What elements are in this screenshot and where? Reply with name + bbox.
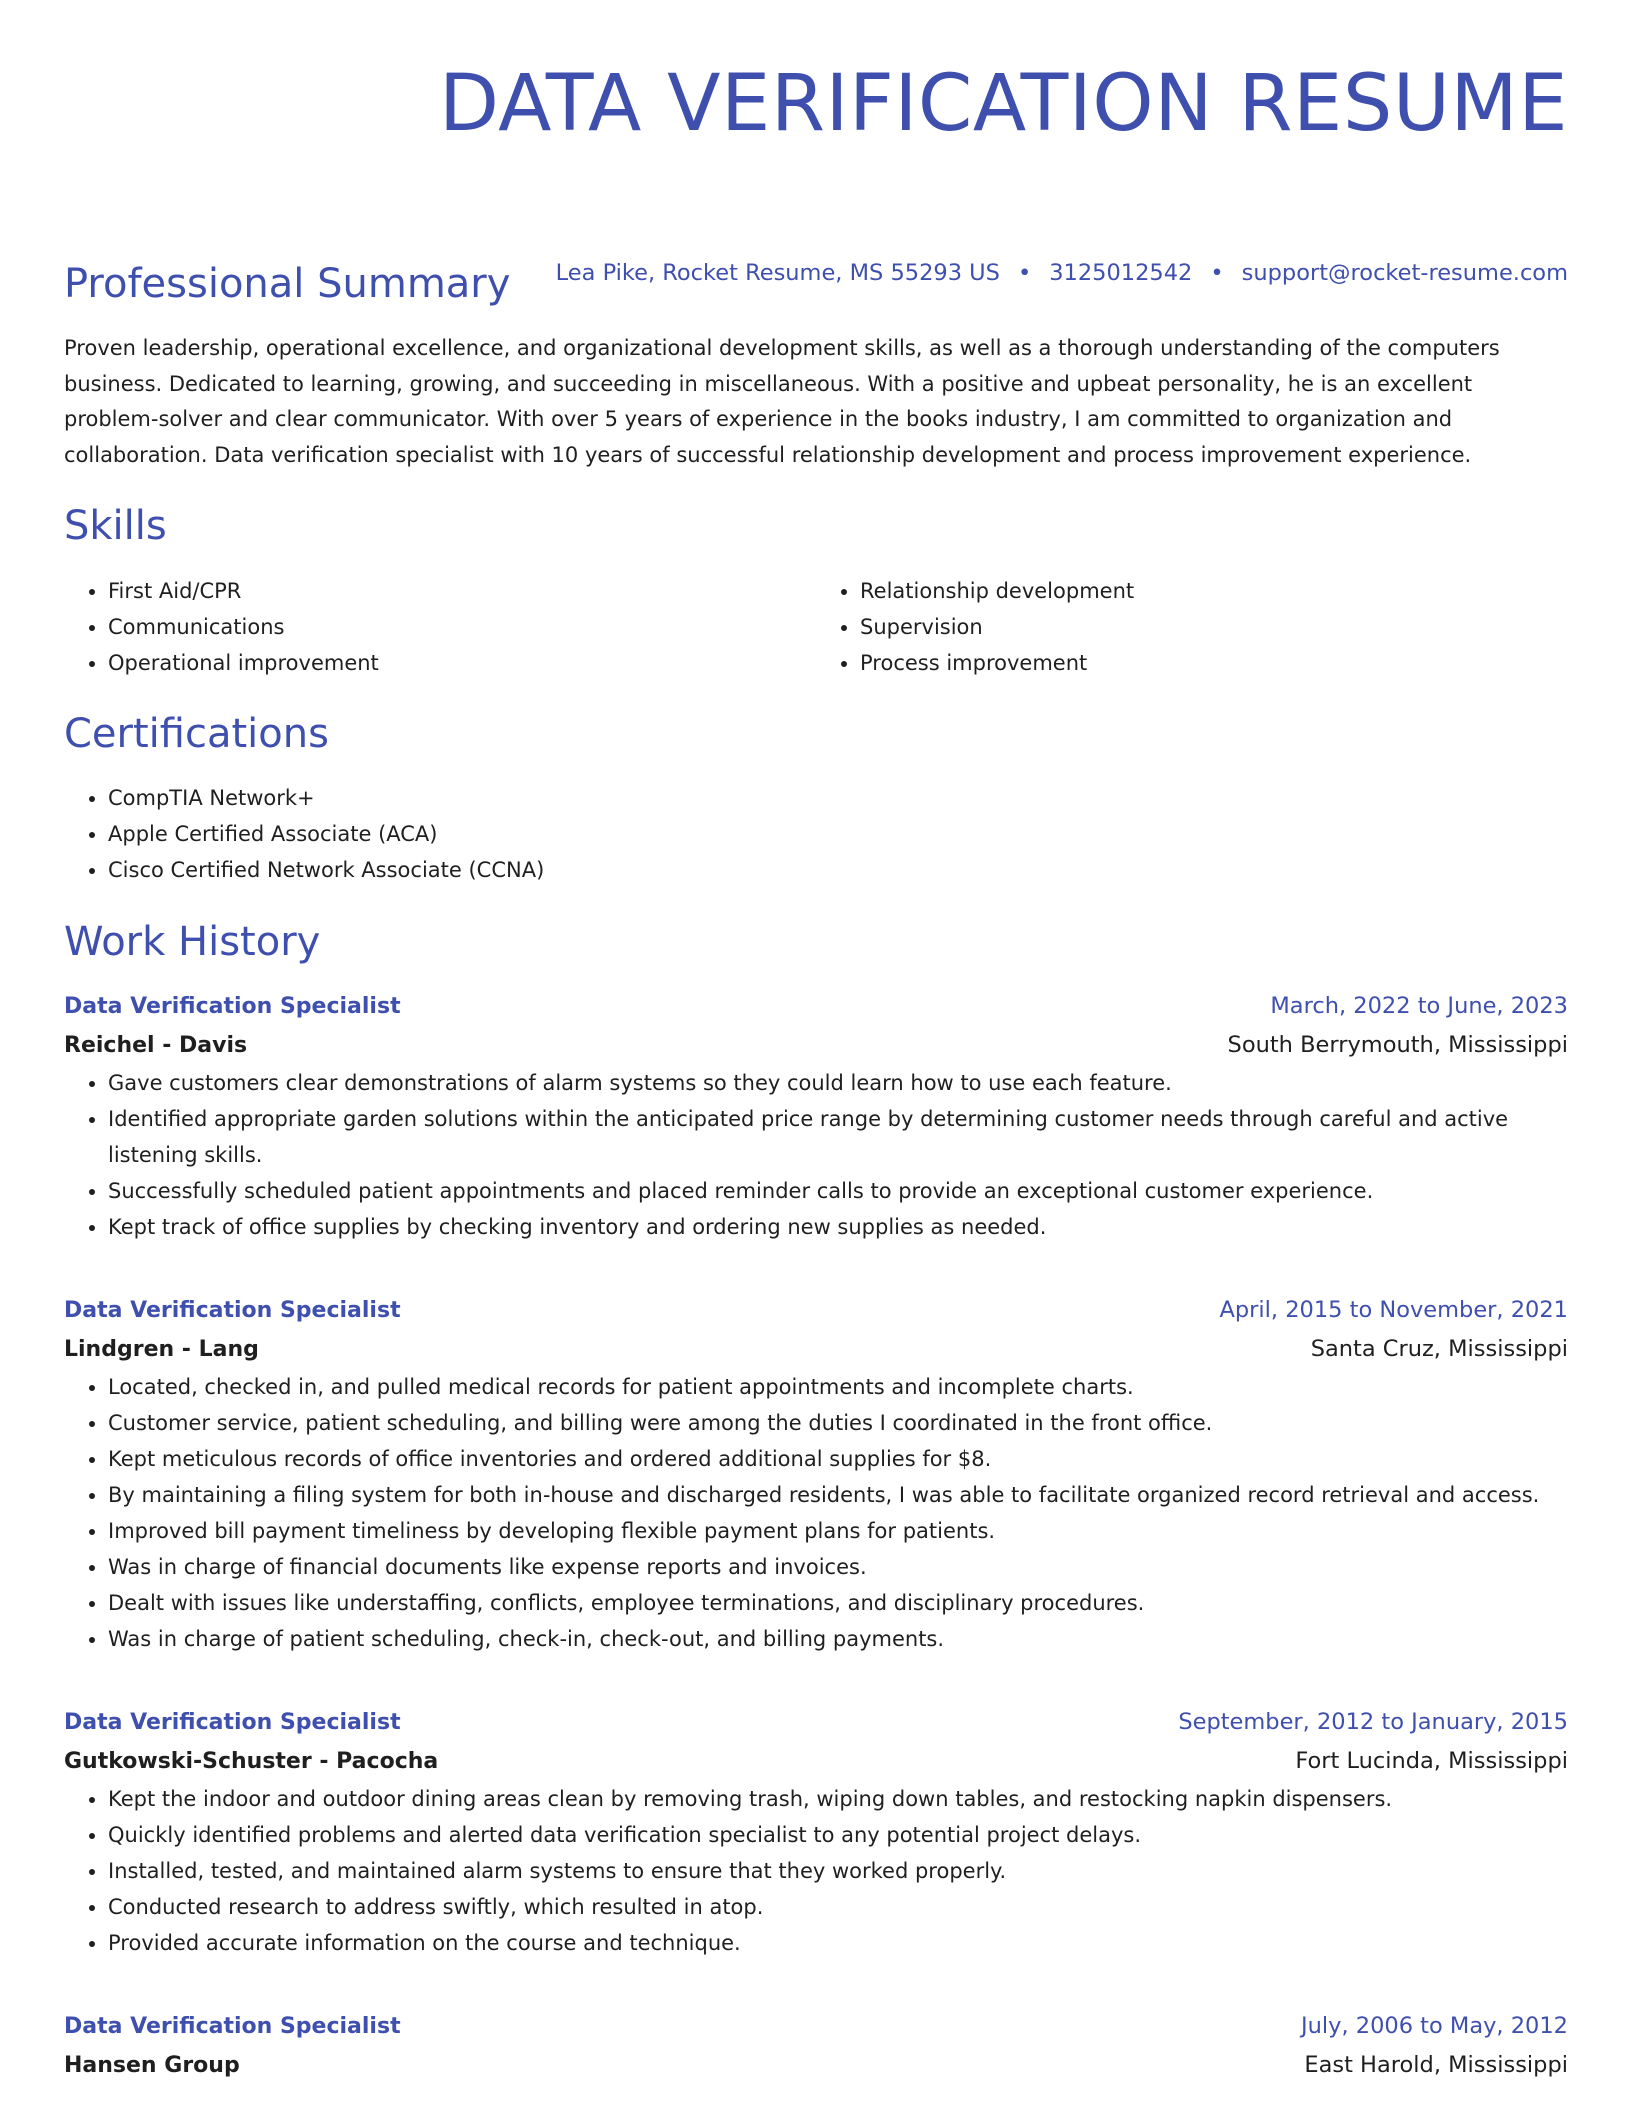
skills-heading: Skills <box>64 503 167 549</box>
job-bullets <box>64 1065 1568 1245</box>
skill-item: • Communications <box>108 609 816 645</box>
contact-line <box>556 258 1568 288</box>
certification-item: • CompTIA Network+ <box>108 780 1568 816</box>
skill-item: • Supervision <box>860 609 1568 645</box>
job-bullet: • Dealt with issues like understaffing, conflicts, employee terminations, and disciplinary procedures. <box>108 1585 1568 1621</box>
skill-item: • Process improvement <box>860 645 1568 681</box>
job-dates: April, 2015 to November, 2021 <box>1219 1297 1568 1323</box>
skills-column-right <box>816 573 1568 681</box>
job-location: Fort Lucinda, Mississippi <box>1295 1748 1568 1774</box>
certification-item: • Cisco Certified Network Associate (CCNA) <box>108 852 1568 888</box>
job-bullet: • Kept meticulous records of office inventories and ordered additional supplies for $8. <box>108 1441 1568 1477</box>
job-bullets <box>64 1781 1568 1961</box>
job-bullet: • Kept track of office supplies by checking inventory and ordering new supplies as needed. <box>108 1209 1568 1245</box>
job-bullet: • Provided accurate information on the course and technique. <box>108 1925 1568 1961</box>
job-bullet: • Located, checked in, and pulled medical records for patient appointments and incomplete charts. <box>108 1369 1568 1405</box>
contact-email[interactable]: support@rocket-resume.com <box>1241 260 1568 286</box>
job-title: Data Verification Specialist <box>64 1298 401 1323</box>
job-bullet: • By maintaining a filing system for both in-house and discharged residents, I was able to facilitate organized record retrieval and access. <box>108 1477 1568 1513</box>
job-dates: July, 2006 to May, 2012 <box>1300 2013 1568 2039</box>
job-bullet: • Was in charge of financial documents like expense reports and invoices. <box>108 1549 1568 1585</box>
job-dates: September, 2012 to January, 2015 <box>1178 1709 1568 1735</box>
certifications-heading: Certifications <box>64 711 329 757</box>
job-employer: Gutkowski-Schuster - Pacocha <box>64 1749 439 1774</box>
job-bullet: • Was in charge of patient scheduling, check-in, check-out, and billing payments. <box>108 1621 1568 1657</box>
job-bullet: • Installed, tested, and maintained alarm systems to ensure that they worked properly. <box>108 1853 1568 1889</box>
job-location: South Berrymouth, Mississippi <box>1227 1032 1568 1058</box>
job-entry <box>64 1703 1568 1961</box>
document-title: DATA VERIFICATION RESUME <box>438 59 1568 149</box>
job-bullet: • Conducted research to address swiftly, which resulted in atop. <box>108 1889 1568 1925</box>
job-bullet: • Customer service, patient scheduling, and billing were among the duties I coordinated in the front office. <box>108 1405 1568 1441</box>
skills-list <box>64 573 1568 681</box>
job-title: Data Verification Specialist <box>64 2014 401 2039</box>
job-employer: Lindgren - Lang <box>64 1337 259 1362</box>
contact-separator: • <box>1017 260 1032 286</box>
job-bullet: • Kept the indoor and outdoor dining areas clean by removing trash, wiping down tables, and restocking napkin dispensers. <box>108 1781 1568 1817</box>
job-bullets <box>64 1369 1568 1657</box>
job-entry <box>64 1291 1568 1657</box>
job-employer: Reichel - Davis <box>64 1033 248 1058</box>
job-title: Data Verification Specialist <box>64 1710 401 1735</box>
contact-separator: • <box>1210 260 1224 286</box>
contact-phone: 3125012542 <box>1049 260 1193 286</box>
job-location: Santa Cruz, Mississippi <box>1310 1336 1568 1362</box>
job-location: East Harold, Mississippi <box>1304 2052 1568 2078</box>
job-bullet: • Quickly identified problems and alerted data verification specialist to any potential project delays. <box>108 1817 1568 1853</box>
job-dates: March, 2022 to June, 2023 <box>1270 993 1568 1019</box>
skills-column-left <box>64 573 816 681</box>
certifications-list <box>64 780 1568 888</box>
contact-address: Lea Pike, Rocket Resume, MS 55293 US <box>555 260 1000 286</box>
job-entry <box>64 987 1568 1245</box>
skill-item: • Operational improvement <box>108 645 816 681</box>
job-bullet: • Improved bill payment timeliness by developing flexible payment plans for patients. <box>108 1513 1568 1549</box>
certification-item: • Apple Certified Associate (ACA) <box>108 816 1568 852</box>
job-title: Data Verification Specialist <box>64 994 401 1019</box>
job-bullet: • Gave customers clear demonstrations of alarm systems so they could learn how to use each feature. <box>108 1065 1568 1101</box>
summary-heading: Professional Summary <box>64 261 511 307</box>
skill-item: • First Aid/CPR <box>108 573 816 609</box>
work-history-heading: Work History <box>64 919 321 965</box>
job-bullet: • Identified appropriate garden solutions within the anticipated price range by determining customer needs through careful and active listening skills. <box>108 1101 1568 1173</box>
job-employer: Hansen Group <box>64 2053 240 2078</box>
job-entry <box>64 2007 1568 2085</box>
skill-item: • Relationship development <box>860 573 1568 609</box>
job-bullet: • Successfully scheduled patient appointments and placed reminder calls to provide an exceptional customer experience. <box>108 1173 1568 1209</box>
summary-text: Proven leadership, operational excellence, and organizational development skills, as well as a thorough understanding of the computers business. Dedicated to learning, growing, and succeeding in miscellaneous. With a positive and upbeat personality, he is an excellent problem-solver and clear communicator. With over 5 years of experience in the books industry, I am committed to organization and collaboration. Data verification specialist with 10 years of successful relationship development and process improvement experience. <box>64 336 1500 467</box>
